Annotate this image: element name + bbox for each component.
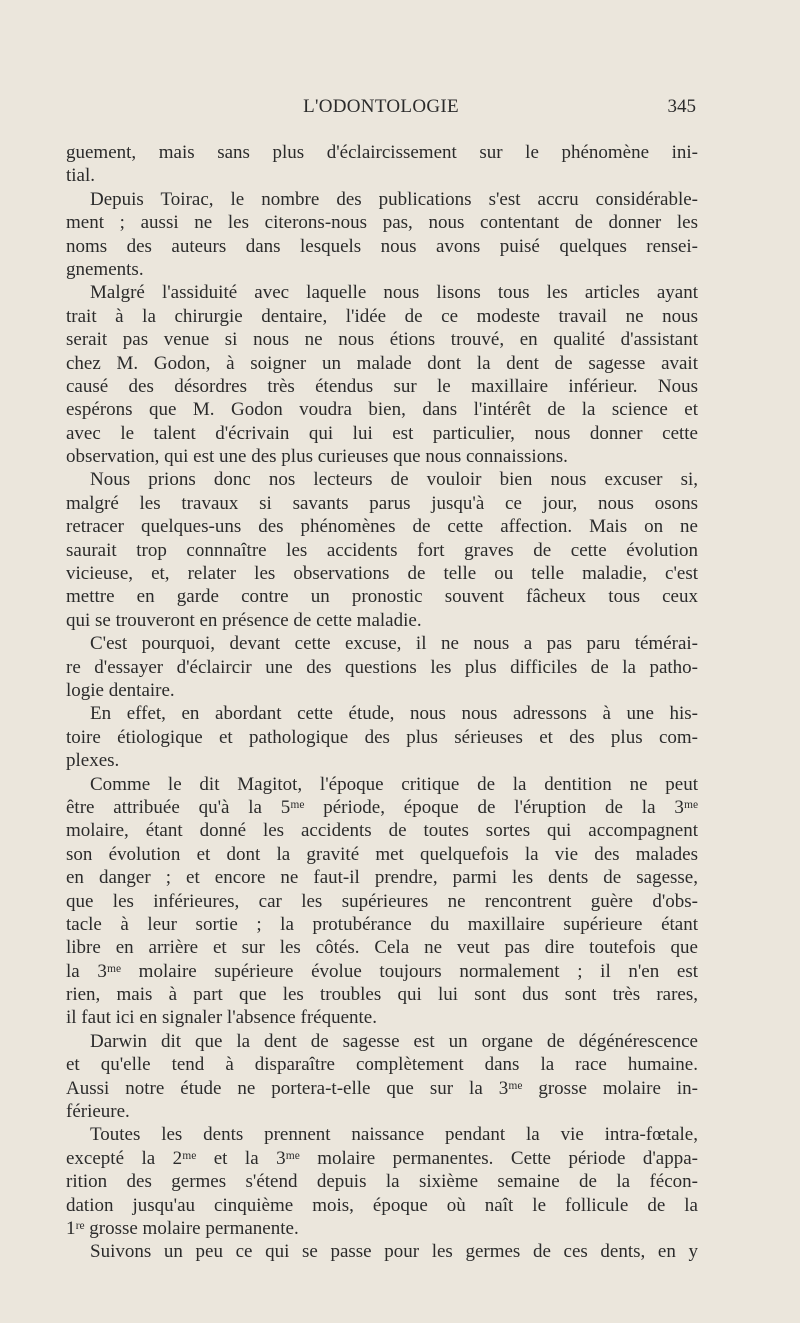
text-line: Depuis Toirac, le nombre des publications s'est accru considérable- [90,188,698,210]
text-line: vicieuse, et, relater les observations de telle ou telle maladie, c'est [66,563,698,585]
text-line: C'est pourquoi, devant cette excuse, il ne nous a pas paru témérai- [90,633,698,655]
text-line: espérons que M. Godon voudra bien, dans l'intérêt de la science et [66,399,698,421]
text-line: guement, mais sans plus d'éclaircissement sur le phénomène ini- [66,142,698,163]
text-line: re d'essayer d'éclaircir une des questions les plus difficiles de la patho- [66,656,698,678]
text-line: logie dentaire. [66,679,175,701]
text-line: Comme le dit Magitot, l'époque critique de la dentition ne peut [90,773,698,795]
text-line: en danger ; et encore ne faut-il prendre, parmi les dents de sagesse, [66,867,698,889]
text-line: chez M. Godon, à soigner un malade dont la dent de sagesse avait [66,352,698,374]
text-line: noms des auteurs dans lesquels nous avons puisé quelques rensei- [66,235,698,257]
text-line: observation, qui est une des plus curieuses que nous connaissions. [66,446,568,468]
text-line: férieure. [66,1101,130,1123]
running-title: L'ODONTOLOGIE [303,96,459,117]
text-line: mettre en garde contre un pronostic souvent fâcheux tous ceux [66,586,698,608]
text-line: gnements. [66,258,144,280]
text-line: que les inférieures, car les supérieures ne rencontrent guère d'obs- [66,890,698,912]
text-line: rition des germes s'étend depuis la sixième semaine de la fécon- [66,1171,698,1193]
text-line: être attribuée qu'à la 5ᵐᵉ période, époque de l'éruption de la 3ᵐᵉ [66,796,698,818]
text-line: tial. [66,165,96,187]
text-line: molaire, étant donné les accidents de toutes sortes qui accompagnent [66,820,698,842]
text-line: Darwin dit que la dent de sagesse est un organe de dégénérescence [90,1030,698,1052]
text-line: saurait trop connnaître les accidents fort graves de cette évolution [66,539,698,561]
text-line: la 3ᵐᵉ molaire supérieure évolue toujours normalement ; il n'en est [66,960,698,982]
text-line: et qu'elle tend à disparaître complètement dans la race humaine. [66,1054,698,1076]
text-line: 1ʳᵉ grosse molaire permanente. [66,1217,299,1239]
text-line: ment ; aussi ne les citerons-nous pas, nous contentant de donner les [66,212,698,234]
body-text [66,141,698,1264]
page-number: 345 [667,96,696,117]
text-line: dation jusqu'au cinquième mois, époque où naît le follicule de la [66,1194,698,1216]
page-header [66,96,696,124]
text-line: Suivons un peu ce qui se passe pour les germes de ces dents, en y [90,1241,698,1263]
text-line: qui se trouveront en présence de cette maladie. [66,609,422,631]
text-line: excepté la 2ᵐᵉ et la 3ᵐᵉ molaire permanentes. Cette période d'appa- [66,1147,698,1169]
text-line: Aussi notre étude ne portera-t-elle que sur la 3ᵐᵉ grosse molaire in- [66,1077,698,1099]
text-line: avec le talent d'écrivain qui lui est particulier, nous donner cette [66,422,698,444]
text-line: trait à la chirurgie dentaire, l'idée de ce modeste travail ne nous [66,305,698,327]
text-line: En effet, en abordant cette étude, nous nous adressons à une his- [90,703,698,725]
text-line: tacle à leur sortie ; la protubérance du maxillaire supérieure étant [66,913,698,935]
text-line: Malgré l'assiduité avec laquelle nous lisons tous les articles ayant [90,282,698,304]
text-line: retracer quelques-uns des phénomènes de cette affection. Mais on ne [66,516,698,538]
text-line: rien, mais à part que les troubles qui lui sont dus sont très rares, [66,984,698,1006]
text-line: causé des désordres très étendus sur le maxillaire inférieur. Nous [66,375,698,397]
text-line: son évolution et dont la gravité met quelquefois la vie des malades [66,843,698,865]
text-line: serait pas venue si nous ne nous étions trouvé, en qualité d'assistant [66,329,698,351]
text-line: toire étiologique et pathologique des plus sérieuses et des plus com- [66,726,698,748]
text-line: il faut ici en signaler l'absence fréquente. [66,1007,377,1029]
text-line: plexes. [66,750,120,772]
text-line: Toutes les dents prennent naissance pendant la vie intra-fœtale, [90,1124,698,1146]
text-line: Nous prions donc nos lecteurs de vouloir bien nous excuser si, [90,469,698,491]
text-line: malgré les travaux si savants parus jusqu'à ce jour, nous osons [66,492,698,514]
text-line: libre en arrière et sur les côtés. Cela ne veut pas dire toutefois que [66,937,698,959]
